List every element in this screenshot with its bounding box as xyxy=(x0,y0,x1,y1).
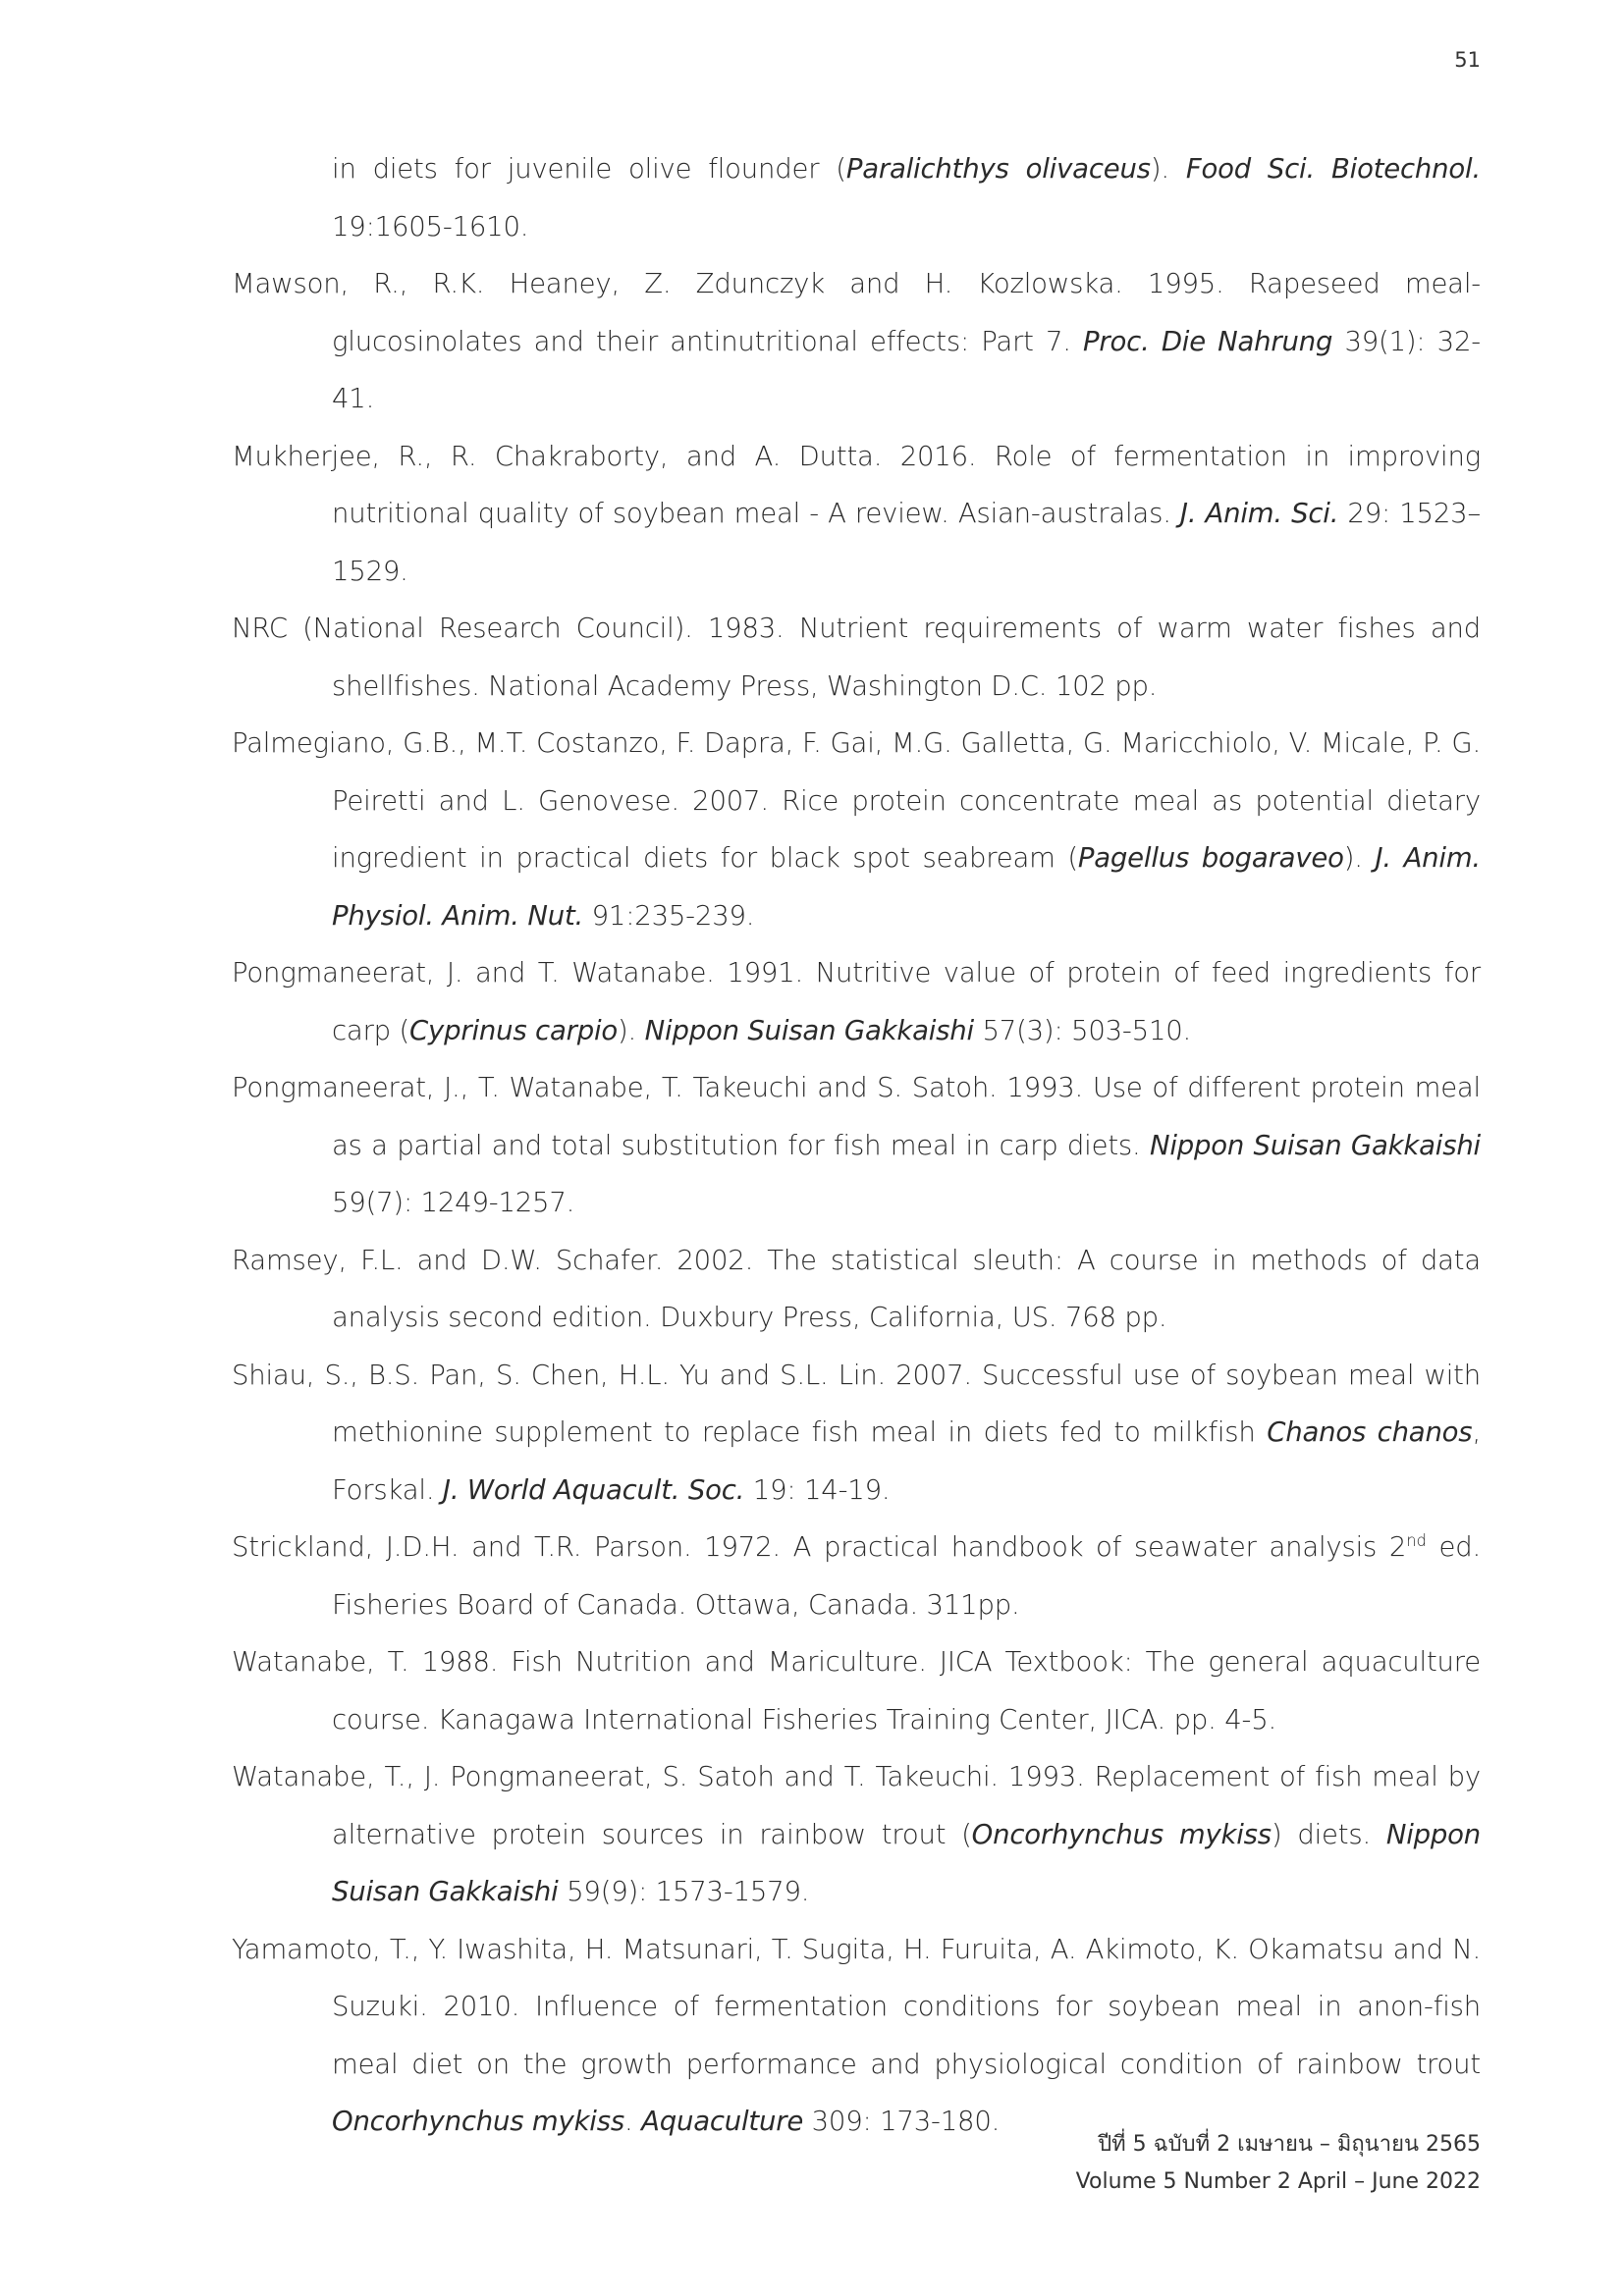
ref-watanabe-1988 xyxy=(232,1633,1481,1748)
reference-text: Palmegiano, G.B., M.T. Costanzo, F. Dapra, F. Gai, M.G. Galletta, G. Maricchiolo, V. Micale, P. G. Peiretti and L. Genovese. 2007. Rice protein concentrate meal as potential dietary ingredient in practical diets for black spot seabream ( xyxy=(232,727,1481,874)
ref-yamamoto xyxy=(232,1921,1481,2151)
reference-text: Ramsey, F.L. and D.W. Schafer. 2002. The statistical sleuth: A course in methods of data analysis second edition. Duxbury Press, California, US. 768 pp. xyxy=(232,1244,1481,1333)
page-number: 51 xyxy=(1454,48,1481,72)
reference-text: Yamamoto, T., Y. Iwashita, H. Matsunari, T. Sugita, H. Furuita, A. Akimoto, K. Okamatsu and N. Suzuki. 2010. Influence of fermentation conditions for soybean meal in anon-fish meal diet on the growth performance and physiological condition of rainbow trout xyxy=(232,1933,1481,2080)
reference-text: Watanabe, T. 1988. Fish Nutrition and Mariculture. JICA Textbook: The general aquaculture course. Kanagawa International Fisheries Training Center, JICA. pp. 4-5. xyxy=(232,1646,1481,1735)
italic-text: Oncorhynchus mykiss xyxy=(332,2106,624,2137)
reference-list xyxy=(232,140,1481,2151)
journal-footer xyxy=(982,2126,1481,2201)
ref-mawson xyxy=(232,255,1481,428)
reference-text: Mawson, R., R.K. Heaney, Z. Zdunczyk and H. Kozlowska. 1995. Rapeseed meal-glucosinolates and their antinutritional effects: Part 7. xyxy=(232,268,1481,357)
reference-text: 59(7): 1249-1257. xyxy=(332,1187,575,1218)
italic-text: J. Anim. Physiol. Anim. Nut. xyxy=(332,842,1481,932)
italic-text: J. World Aquacult. Soc. xyxy=(442,1473,745,1506)
reference-text: 19:1605-1610. xyxy=(332,210,529,242)
italic-text: Pagellus bogaraveo xyxy=(1077,842,1344,874)
italic-text: Chanos chanos xyxy=(1267,1416,1473,1448)
reference-text: ). xyxy=(618,1014,645,1046)
ref-continuation xyxy=(232,140,1481,255)
ref-mukherjee xyxy=(232,428,1481,601)
reference-text: ed. Fisheries Board of Canada. Ottawa, Canada. 311pp. xyxy=(332,1531,1481,1621)
italic-text: Food Sci. Biotechnol. xyxy=(1185,153,1481,185)
italic-text: Aquaculture xyxy=(641,2106,804,2137)
reference-text: . xyxy=(624,2106,642,2137)
reference-text: Shiau, S., B.S. Pan, S. Chen, H.L. Yu and S.L. Lin. 2007. Successful use of soybean meal with methionine supplement to replace fish meal in diets fed to milkfish xyxy=(232,1359,1481,1448)
reference-text: Strickland, J.D.H. and T.R. Parson. 1972. A practical handbook of seawater analysis 2 xyxy=(232,1531,1407,1563)
ref-palmegiano xyxy=(232,715,1481,944)
reference-text: 309: 173-180. xyxy=(803,2106,1001,2137)
italic-text: Cyprinus carpio xyxy=(409,1014,619,1046)
ref-pongmaneerat-1993 xyxy=(232,1059,1481,1232)
superscript-text: nd xyxy=(1406,1530,1427,1550)
italic-text: Nippon Suisan Gakkaishi xyxy=(1149,1129,1481,1161)
ref-nrc xyxy=(232,600,1481,715)
reference-text: Watanabe, T., J. Pongmaneerat, S. Satoh and T. Takeuchi. 1993. Replacement of fish meal by alternative protein sources in rainbow trout ( xyxy=(232,1761,1481,1850)
reference-text: 57(3): 503-510. xyxy=(973,1014,1192,1046)
italic-text: Proc. Die Nahrung xyxy=(1083,325,1333,357)
reference-text: Mukherjee, R., R. Chakraborty, and A. Dutta. 2016. Role of fermentation in improving nutritional quality of soybean meal - A review. Asian-australas. xyxy=(232,440,1481,529)
reference-text: Pongmaneerat, J. and T. Watanabe. 1991. Nutritive value of protein of feed ingredients for carp ( xyxy=(232,957,1481,1046)
italic-text: Nippon Suisan Gakkaishi xyxy=(332,1818,1482,1907)
ref-shiau xyxy=(232,1347,1481,1520)
footer-english-issue: Volume 5 Number 2 April – June 2022 xyxy=(1075,2169,1481,2194)
ref-ramsey xyxy=(232,1232,1481,1347)
ref-strickland xyxy=(232,1519,1481,1633)
reference-text: ). xyxy=(1343,842,1376,874)
reference-text: ). xyxy=(1150,153,1186,185)
footer-thai-issue: ปีที่ 5 ฉบับที่ 2 เมษายน – มิถุนายน 2565 xyxy=(1098,2132,1481,2157)
reference-text: NRC (National Research Council). 1983. Nutrient requirements of warm water fishes and shellfishes. National Academy Press, Washington D.C. 102 pp. xyxy=(232,613,1481,702)
ref-watanabe-1993 xyxy=(232,1748,1481,1921)
reference-text: in diets for juvenile olive flounder ( xyxy=(332,153,846,185)
reference-text: , Forskal. xyxy=(332,1416,1481,1506)
italic-text: Nippon Suisan Gakkaishi xyxy=(644,1014,974,1046)
reference-text: 29: 1523–1529. xyxy=(332,498,1481,587)
reference-text: 39(1): 32-41. xyxy=(332,325,1481,414)
italic-text: Oncorhynchus mykiss xyxy=(971,1818,1272,1850)
reference-text: 59(9): 1573-1579. xyxy=(558,1876,810,1907)
reference-text: 19: 14-19. xyxy=(744,1473,891,1506)
reference-text: ) diets. xyxy=(1271,1818,1386,1850)
reference-text: Pongmaneerat, J., T. Watanabe, T. Takeuchi and S. Satoh. 1993. Use of different protein meal as a partial and total substitution for fish meal in carp diets. xyxy=(232,1072,1481,1161)
ref-pongmaneerat-1991 xyxy=(232,944,1481,1059)
italic-text: J. Anim. Sci. xyxy=(1179,498,1339,529)
italic-text: Paralichthys olivaceus xyxy=(845,153,1151,185)
reference-text: 91:235-239. xyxy=(583,899,755,932)
